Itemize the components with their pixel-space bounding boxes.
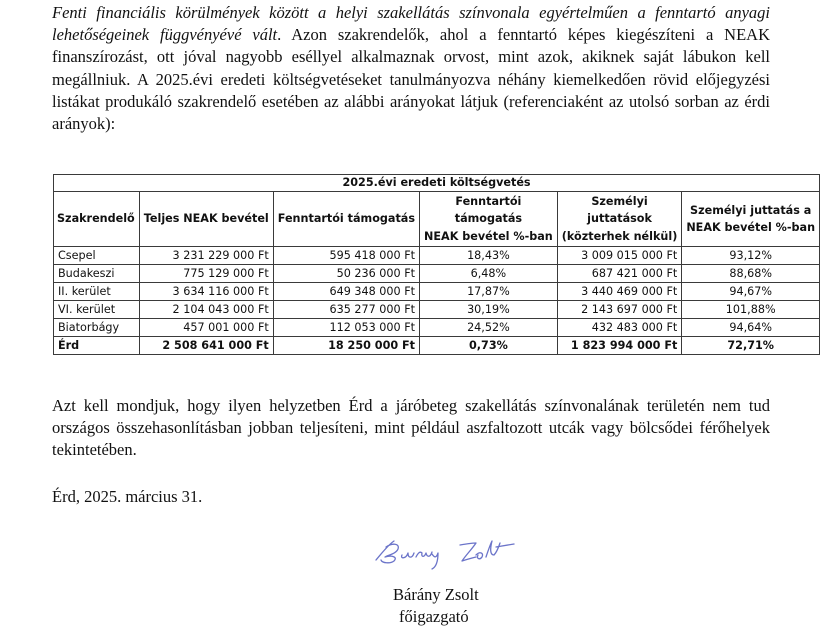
cell-neak-revenue: 775 129 000 Ft — [139, 265, 273, 283]
column-header — [139, 192, 273, 247]
column-header-line: juttatások — [587, 212, 652, 226]
intro-paragraph — [52, 2, 770, 135]
column-header-line: NEAK bevétel %-ban — [424, 229, 553, 243]
column-header-line: (közterhek nélkül) — [561, 229, 678, 243]
cell-personnel-costs: 3 440 469 000 Ft — [557, 283, 682, 301]
cell-clinic-name: II. kerület — [54, 283, 140, 301]
cell-personnel-percent: 94,64% — [682, 319, 820, 337]
cell-operator-support: 649 348 000 Ft — [273, 283, 419, 301]
cell-operator-support: 112 053 000 Ft — [273, 319, 419, 337]
cell-neak-revenue: 3 634 116 000 Ft — [139, 283, 273, 301]
cell-personnel-costs: 1 823 994 000 Ft — [557, 337, 682, 355]
cell-clinic-name: VI. kerület — [54, 301, 140, 319]
handwritten-signature — [372, 533, 522, 573]
dateline: Érd, 2025. március 31. — [52, 487, 203, 506]
cell-support-percent: 18,43% — [420, 247, 558, 265]
column-header-line: NEAK bevétel %-ban — [686, 221, 816, 234]
intro-body-text: . Azon szakrendelők, ahol a fenntartó képes kiegészíteni a NEAK finanszírozást, ott jóval nagyobb eséllyel alkalmaznak orvost, mint azok, akiknek saját lábukon kell megállniuk. A 2025.évi eredeti költségvetéseket tanulmányozva néhány kiemelkedően rövid előjegyzési listákat produkáló szakrendelő esetében az alábbi arányokat látjuk (referenciaként az utolsó sorban az érdi arányok): — [52, 25, 770, 134]
column-header-line: támogatás — [454, 212, 523, 226]
cell-operator-support: 595 418 000 Ft — [273, 247, 419, 265]
table-row — [54, 337, 820, 355]
column-header-line: Személyi — [591, 194, 648, 208]
column-header — [682, 192, 820, 247]
cell-personnel-percent: 72,71% — [682, 337, 820, 355]
column-header-line: Fenntartói — [455, 194, 522, 208]
column-header — [54, 192, 140, 247]
cell-operator-support: 50 236 000 Ft — [273, 265, 419, 283]
table-title: 2025.évi eredeti költségvetés — [54, 175, 820, 192]
conclusion-paragraph: Azt kell mondjuk, hogy ilyen helyzetben Érd a járóbeteg szakellátás színvonalának területén nem tud országos összehasonlításban jobban teljesíteni, mint például aszfaltozott utcák vagy bölcsődei férőhelyek tekintetében. — [52, 396, 770, 460]
cell-personnel-percent: 88,68% — [682, 265, 820, 283]
cell-support-percent: 6,48% — [420, 265, 558, 283]
signature-stroke-first-name — [376, 541, 438, 569]
table-row — [54, 283, 820, 301]
cell-personnel-costs: 3 009 015 000 Ft — [557, 247, 682, 265]
intro-italic-text: Fenti financiális körülmények között a helyi szakellátás színvonala egyértelműen a fenntartó anyagi lehetőségeinek függvényévé vált — [52, 3, 770, 45]
table-body — [54, 247, 820, 355]
table-row — [54, 301, 820, 319]
column-header-line: Teljes NEAK bevétel — [143, 212, 269, 226]
signer-name: Bárány Zsolt — [393, 585, 479, 604]
cell-support-percent: 0,73% — [420, 337, 558, 355]
cell-clinic-name: Budakeszi — [54, 265, 140, 283]
table-row — [54, 319, 820, 337]
cell-personnel-costs: 2 143 697 000 Ft — [557, 301, 682, 319]
cell-clinic-name: Érd — [54, 337, 140, 355]
cell-neak-revenue: 457 001 000 Ft — [139, 319, 273, 337]
cell-clinic-name: Biatorbágy — [54, 319, 140, 337]
cell-neak-revenue: 2 104 043 000 Ft — [139, 301, 273, 319]
cell-personnel-percent: 94,67% — [682, 283, 820, 301]
table-row — [54, 265, 820, 283]
signature-stroke-last-name — [460, 541, 514, 561]
cell-personnel-percent: 101,88% — [682, 301, 820, 319]
cell-personnel-percent: 93,12% — [682, 247, 820, 265]
column-header-line: Személyi juttatás a — [690, 203, 812, 217]
table-header-row — [54, 192, 820, 247]
column-header — [273, 192, 419, 247]
cell-personnel-costs: 687 421 000 Ft — [557, 265, 682, 283]
cell-operator-support: 18 250 000 Ft — [273, 337, 419, 355]
cell-support-percent: 24,52% — [420, 319, 558, 337]
column-header — [420, 192, 558, 247]
cell-support-percent: 17,87% — [420, 283, 558, 301]
cell-operator-support: 635 277 000 Ft — [273, 301, 419, 319]
signer-title: főigazgató — [399, 607, 469, 626]
cell-clinic-name: Csepel — [54, 247, 140, 265]
column-header — [557, 192, 682, 247]
cell-support-percent: 30,19% — [420, 301, 558, 319]
column-header-line: Fenntartói támogatás — [277, 212, 416, 226]
budget-table — [53, 174, 820, 355]
cell-neak-revenue: 2 508 641 000 Ft — [139, 337, 273, 355]
table-row — [54, 247, 820, 265]
cell-neak-revenue: 3 231 229 000 Ft — [139, 247, 273, 265]
cell-personnel-costs: 432 483 000 Ft — [557, 319, 682, 337]
column-header-line: Szakrendelő — [57, 212, 135, 226]
